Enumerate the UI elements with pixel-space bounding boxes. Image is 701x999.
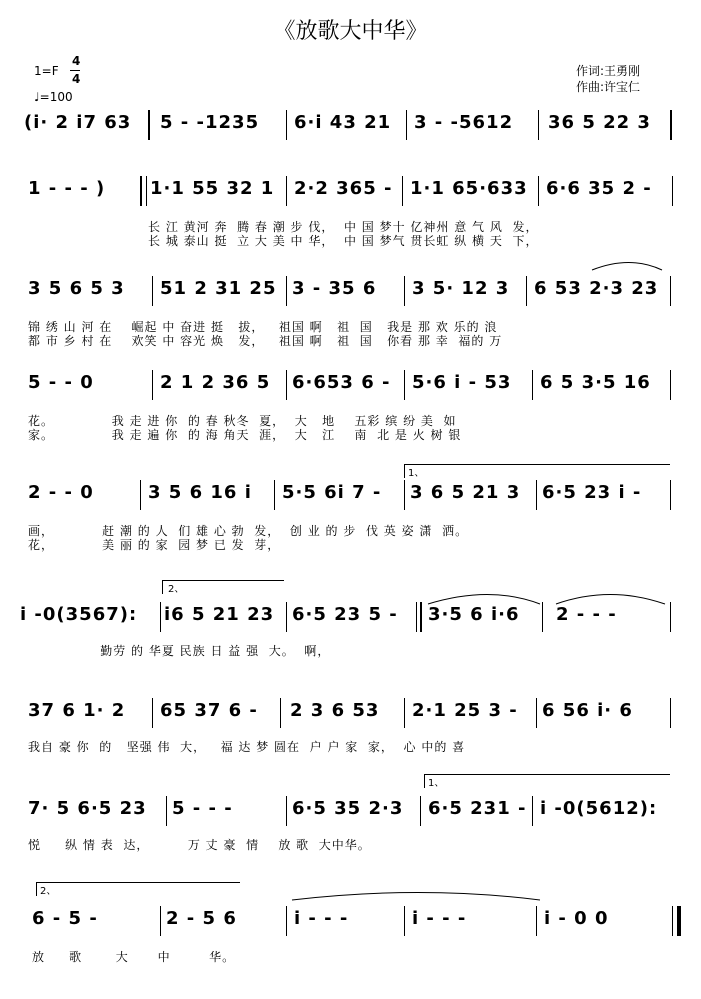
measure: 3 6 5 21 3 [410, 482, 521, 503]
barline [670, 276, 671, 306]
measure: 5·5 6i 7 - [282, 482, 382, 503]
measure: 5 - - 0 [28, 372, 94, 393]
barline [538, 176, 539, 206]
barline [670, 602, 671, 632]
measure: 3 5· 12 3 [412, 278, 510, 299]
barline [404, 370, 405, 400]
volta-bracket-line [424, 774, 670, 775]
measure: 3·5 6 i·6 [428, 604, 520, 625]
measure: 6·5 23 i - [542, 482, 642, 503]
lyric-line-2: 都 市 乡 村 在 欢笑 中 容光 焕 发， 祖国 啊 祖 国 你看 那 幸 福的 万 [28, 334, 503, 348]
barline [286, 110, 287, 140]
measure: 51 2 31 25 [160, 278, 277, 299]
measure: 3 5 6 5 3 [28, 278, 125, 299]
barline [274, 480, 275, 510]
measure: i -0(3567): [20, 604, 138, 625]
volta-1b-label: 1、 [428, 778, 445, 789]
barline [404, 698, 405, 728]
barline [152, 370, 153, 400]
lyric-line-1: 花。 我 走 进 你 的 春 秋冬 夏， 大 地 五彩 缤 纷 美 如 [28, 414, 457, 428]
volta-1-label: 1、 [408, 468, 425, 479]
measure: i - 0 0 [544, 908, 609, 929]
barline [140, 480, 141, 510]
barline [404, 276, 405, 306]
measure: 3 - -5612 [414, 112, 514, 133]
measure: 36 5 22 3 [548, 112, 651, 133]
measure: 6 53 2·3 23 [534, 278, 659, 299]
barline [536, 698, 537, 728]
barline [166, 796, 167, 826]
barline [148, 110, 150, 140]
time-signature-numerator: 4 [72, 54, 81, 68]
barline [404, 480, 405, 510]
volta-bracket [36, 882, 37, 896]
lyric-line-1: 画， 赶 潮 的 人 们 雄 心 勃 发， 创 业 的 步 伐 英 姿 潇 洒。 [28, 524, 469, 538]
measure: i6 5 21 23 [164, 604, 275, 625]
barline [526, 276, 527, 306]
barline [402, 176, 403, 206]
measure: 6 - 5 - [32, 908, 98, 929]
barline [146, 176, 147, 206]
barline [420, 602, 422, 632]
barline [160, 906, 161, 936]
measure: 6 5 3·5 16 [540, 372, 651, 393]
barline [536, 906, 537, 936]
volta-bracket [424, 774, 425, 788]
barline [140, 176, 142, 206]
measure: 5 - -1235 [160, 112, 260, 133]
measure: 2 3 6 53 [290, 700, 380, 721]
measure: 5 - - - [172, 798, 233, 819]
barline [286, 796, 287, 826]
measure: 6 56 i· 6 [542, 700, 633, 721]
composer-credit: 作曲:许宝仁 [576, 80, 641, 94]
measure: 6·653 6 - [292, 372, 391, 393]
measure: 2·2 365 - [294, 178, 393, 199]
barline [286, 276, 287, 306]
measure: 1·1 65·633 [410, 178, 528, 199]
barline [670, 370, 671, 400]
measure: 6·5 35 2·3 [292, 798, 404, 819]
volta-bracket-line [36, 882, 240, 883]
barline [286, 370, 287, 400]
measure: 5·6 i - 53 [412, 372, 512, 393]
measure: 65 37 6 - [160, 700, 258, 721]
final-barline-thin [672, 906, 673, 936]
barline [532, 796, 533, 826]
lyric-line-2: 花， 美 丽 的 家 园 梦 已 发 芽， [28, 538, 281, 552]
time-signature-denominator: 4 [72, 72, 81, 86]
barline [538, 110, 539, 140]
barline [670, 110, 672, 140]
measure: 2 - - - [556, 604, 617, 625]
measure: 2 1 2 36 5 [160, 372, 271, 393]
volta-2-label: 2、 [168, 584, 185, 595]
volta-bracket-line [404, 464, 670, 465]
final-barline-thick [677, 906, 681, 936]
measure: i - - - [294, 908, 349, 929]
measure: 6·i 43 21 [294, 112, 392, 133]
barline [160, 602, 161, 632]
measure: i - - - [412, 908, 467, 929]
lyric-line-2: 家。 我 走 遍 你 的 海 角天 涯， 大 江 南 北 是 火 树 银 [28, 428, 462, 442]
time-signature-line [70, 70, 80, 71]
barline [286, 176, 287, 206]
lyric-line-1: 悦 纵 情 表 达， 万 丈 豪 情 放 歌 大中华。 [28, 838, 371, 852]
barline [420, 796, 421, 826]
measure: i -0(5612): [540, 798, 658, 819]
measure: 37 6 1· 2 [28, 700, 126, 721]
volta-bracket [404, 464, 405, 478]
barline [542, 602, 543, 632]
barline [670, 480, 671, 510]
lyric-line-1: 我自 豪 你 的 坚强 伟 大， 福 达 梦 圆在 户 户 家 家， 心 中的 喜 [28, 740, 466, 754]
measure: 2 - 5 6 [166, 908, 237, 929]
volta-2b-label: 2、 [40, 886, 57, 897]
song-title: 《放歌大中华》 [273, 19, 428, 44]
lyric-line-1: 锦 绣 山 河 在 崛起 中 奋进 挺 拔， 祖国 啊 祖 国 我是 那 欢 乐的 浪 [28, 320, 498, 334]
barline [406, 110, 407, 140]
volta-bracket [162, 580, 163, 594]
barline [670, 698, 671, 728]
key-signature: 1=F [34, 64, 59, 78]
measure: 1 - - - ) [28, 178, 106, 199]
measure: 6·5 23 5 - [292, 604, 398, 625]
barline [152, 698, 153, 728]
measure: 3 - 35 6 [292, 278, 377, 299]
barline [280, 698, 281, 728]
barline [404, 906, 405, 936]
measure: (i· 2 i7 63 [24, 112, 132, 133]
measure: 7· 5 6·5 23 [28, 798, 147, 819]
measure: 3 5 6 16 i [148, 482, 252, 503]
lyricist-credit: 作词:王勇刚 [576, 64, 641, 78]
barline [286, 602, 287, 632]
barline [416, 602, 417, 632]
barline [532, 370, 533, 400]
barline [672, 176, 673, 206]
lyric-line-2: 长 城 泰山 挺 立 大 美 中 华， 中 国 梦气 贯长虹 纵 横 天 下， [148, 234, 539, 248]
volta-bracket-line [162, 580, 284, 581]
tempo-marking: ♩=100 [34, 90, 73, 104]
lyric-line-1: 勤劳 的 华夏 民族 日 益 强 大。 啊， [28, 644, 331, 658]
measure: 2 - - 0 [28, 482, 94, 503]
barline [152, 276, 153, 306]
lyric-line-1: 放 歌 大 中 华。 [32, 950, 236, 964]
lyric-line-1: 长 江 黄河 奔 腾 春 潮 步 伐， 中 国 梦十 亿神州 意 气 风 发， [148, 220, 539, 234]
measure: 1·1 55 32 1 [150, 178, 275, 199]
measure: 6·5 231 - [428, 798, 527, 819]
measure: 2·1 25 3 - [412, 700, 518, 721]
barline [286, 906, 287, 936]
barline [536, 480, 537, 510]
measure: 6·6 35 2 - [546, 178, 652, 199]
